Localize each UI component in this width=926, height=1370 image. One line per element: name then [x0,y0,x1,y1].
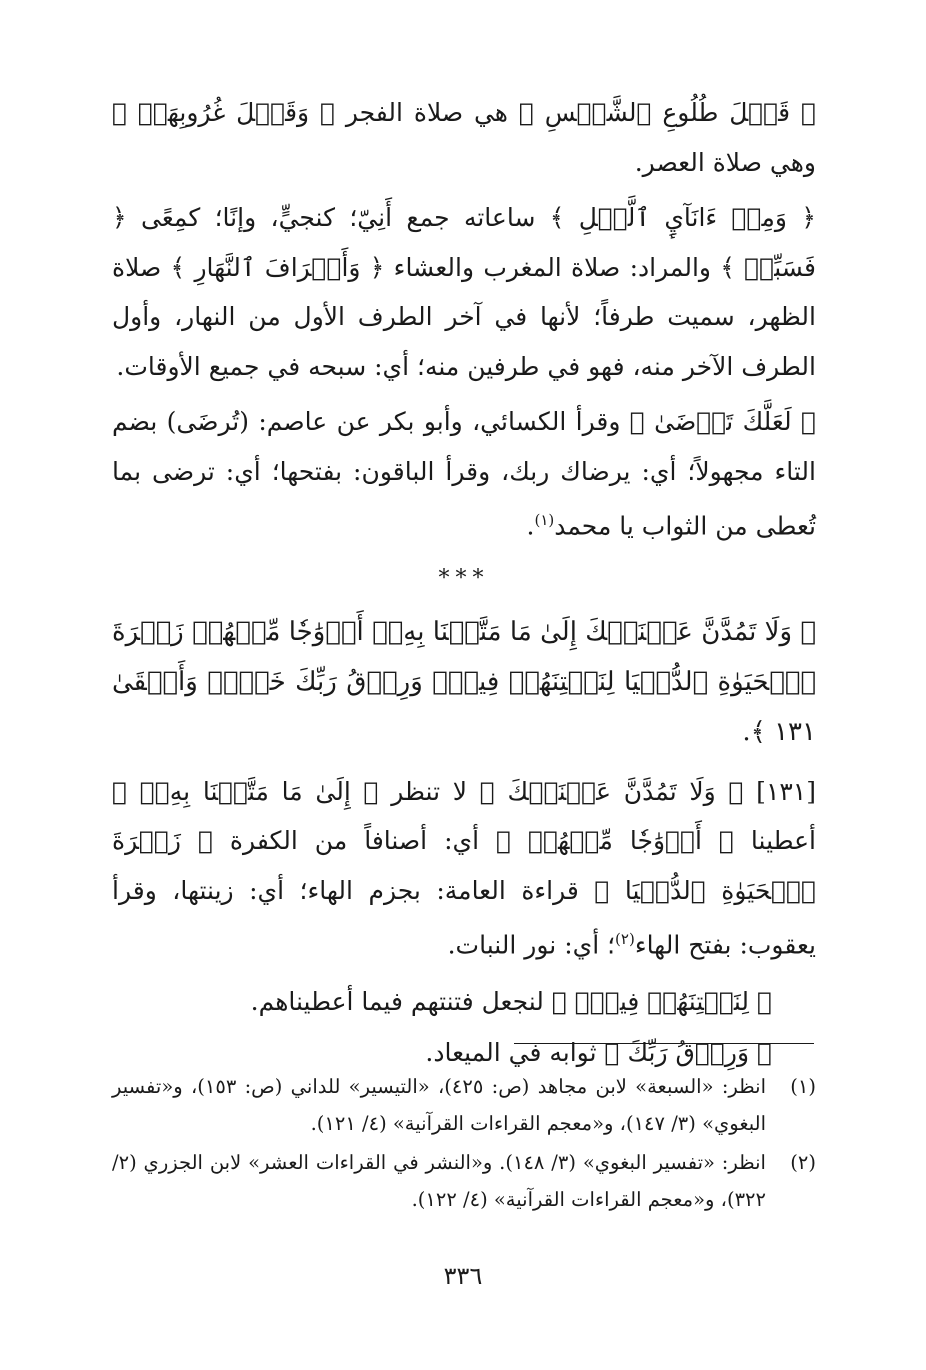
footnotes [112,1068,816,1220]
quran-verse: ﴿ وَلَا تَمُدَّنَّ عَيۡنَيۡكَ إِلَىٰ مَا مَتَّعۡنَا بِهِۦٓ أَزۡوَٰجٗا مِّنۡهُمۡ زَهۡرَةَ ٱلۡحَيَوٰةِ ٱلدُّنۡيَا لِنَفۡتِنَهُمۡ فِيهِۚ وَرِزۡقُ رَبِّكَ خَيۡرٞ وَأَبۡقَىٰ ١٣١ ﴾. [112,616,816,747]
section-separator: *** [438,565,490,591]
footnote-ref-1: (١) [534,511,555,529]
footnote-divider [514,1043,814,1044]
paragraph-5: ﴿ لِنَفۡتِنَهُمۡ فِيهِۚ ﴾ لنجعل فتنتهم فيما أعطيناهم. [250,987,772,1017]
paragraph-3 [112,397,816,551]
paragraph-1: ﴿ قَبۡلَ طُلُوعِ ٱلشَّمۡسِ ﴾ هي صلاة الفجر ﴿ وَقَبۡلَ غُرُوبِهَاۖ ﴾ وهي صلاة العصر. [112,98,816,177]
footnote-1 [112,1068,816,1142]
page-body [112,88,816,1078]
footnote-ref-2: (٢) [615,930,635,949]
page-number: ٣٣٦ [443,1262,483,1290]
footnote-2 [112,1144,816,1218]
footnote-number: (٢) [790,1151,816,1174]
paragraph-3-end: . [526,511,535,541]
footnote-number: (١) [790,1075,816,1098]
footnote-text: انظر: «تفسير البغوي» (٣/ ١٤٨). و«النشر في القراءات العشر» لابن الجزري (٢/ ٣٢٢)، و«معجم القراءات القرآنية» (٤/ ١٢٢). [112,1151,766,1211]
paragraph-4 [112,767,816,970]
paragraph-2: ﴿ وَمِنۡ ءَانَآيِٕ ٱلَّيۡلِ ﴾ ساعاته جمع أَنِيّ؛ كنجيٍّ، وإنًا؛ كمِعًى ﴿ فَسَبِّحۡ ﴾ والمراد: صلاة المغرب والعشاء ﴿ وَأَطۡرَافَ ٱلنَّهَارِ ﴾ صلاة الظهر، سميت طرفاً؛ لأنها في آخر الطرف الأول من النهار، وأول الطرف الآخر منه، فهو في طرفين منه؛ أي: سبحه في جميع الأوقات. [112,203,816,381]
paragraph-4-end: ؛ أي: نور النبات. [447,930,616,960]
paragraph-6: ﴿ وَرِزۡقُ رَبِّكَ ﴾ ثوابه في الميعاد. [425,1038,772,1068]
paragraph-4-text: [١٣١] ﴿ وَلَا تَمُدَّنَّ عَيۡنَيۡكَ ﴾ لا تنظر ﴿ إِلَىٰ مَا مَتَّعۡنَا بِهِۦٓ ﴾ أعطينا ﴿ أَزۡوَٰجٗا مِّنۡهُمۡ ﴾ أي: أصنافاً من الكفرة ﴿ زَهۡرَةَ ٱلۡحَيَوٰةِ ٱلدُّنۡيَا ﴾ قراءة العامة: بجزم الهاء؛ أي: زينتها، وقرأ يعقوب: بفتح الهاء [112,776,816,960]
footnote-text: انظر: «السبعة» لابن مجاهد (ص: ٤٢٥)، «التيسير» للداني (ص: ١٥٣)، و«تفسير البغوي» (٣/ ١٤٧)، و«معجم القراءات القرآنية» (٤/ ١٢١). [112,1075,766,1135]
paragraph-3-text: ﴿ لَعَلَّكَ تَرۡضَىٰ ﴾ وقرأ الكسائي، وأبو بكر عن عاصم: (تُرضَى) بضم التاء مجهولاً؛ أي: يرضاك ربك، وقرأ الباقون: بفتحها؛ أي: ترضى بما تُعطى من الثواب يا محمد [112,407,816,541]
